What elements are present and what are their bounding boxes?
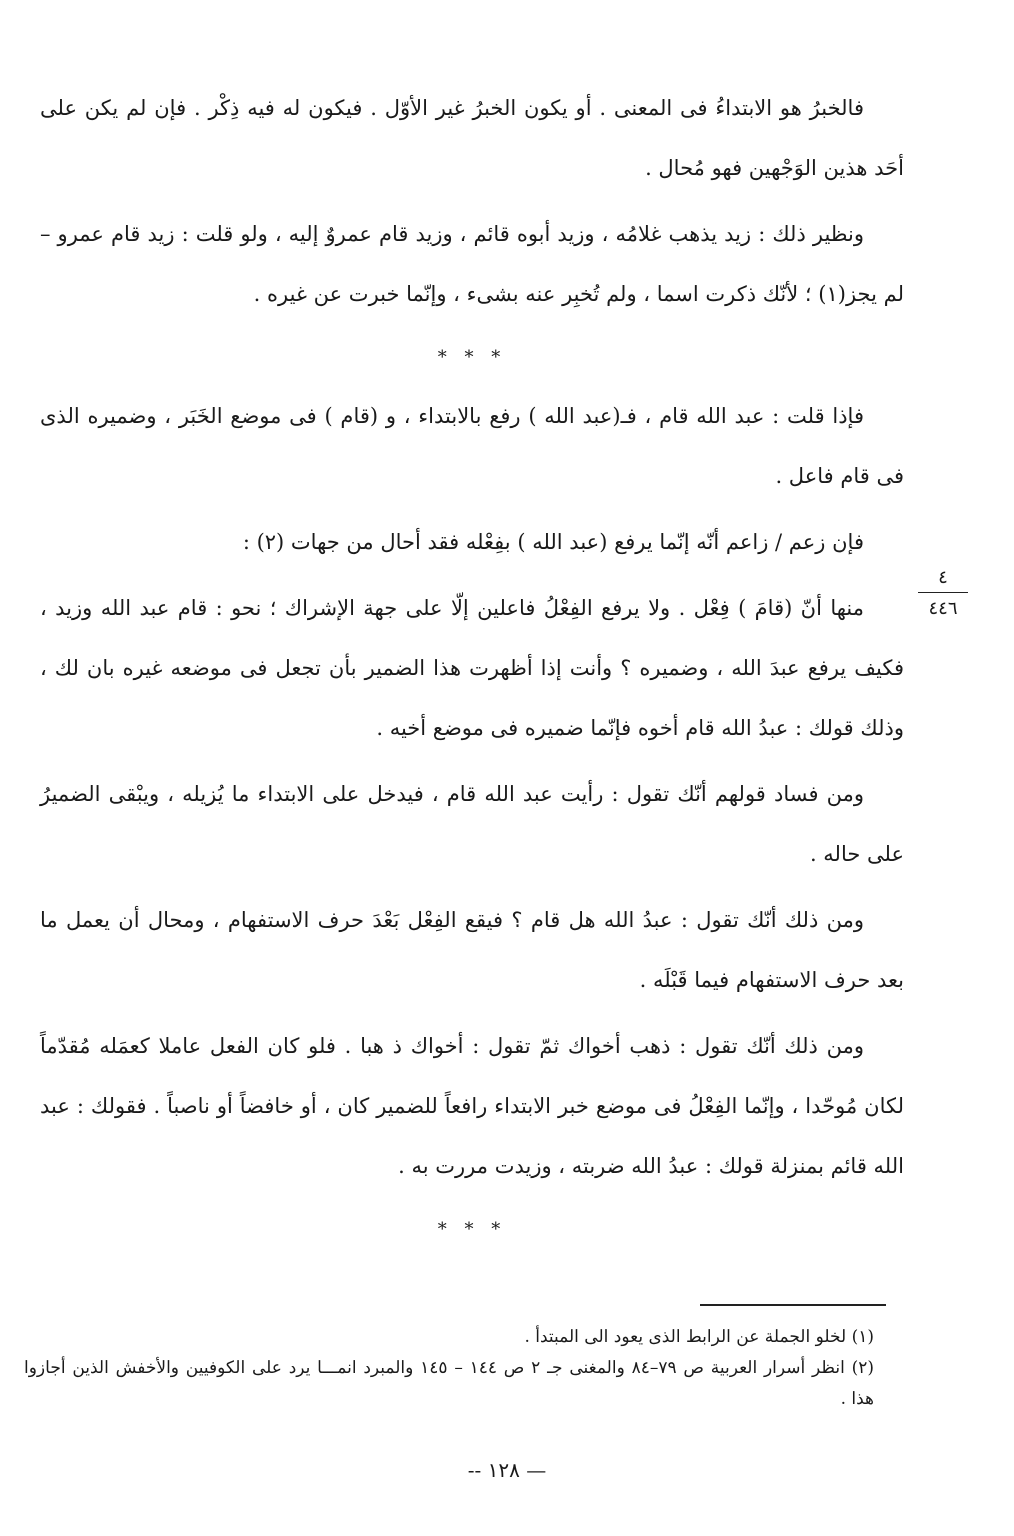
page-number: — ١٢٨ -- (467, 1458, 547, 1482)
footnote-1: (١) لخلو الجملة عن الرابط الذى يعود الى المبتدأ . (524, 1327, 874, 1347)
paragraph-7: ومن ذلك أنّك تقول : عبدُ الله هل قام ؟ فيقع الفِعْل بَعْدَ حرف الاستفهام ، ومحال أن يعمل ما بعد حرف الاستفهام فيما قَبْلَه . (40, 908, 904, 992)
paragraph-8: ومن ذلك أنّك تقول : ذهب أخواك ثمّ تقول : أخواك ذ هبا . فلو كان الفعل عاملا كعمَله مُقدّماً لكان مُوحّدا ، وإنّما الفِعْلُ فى موضع خبر الابتداء رافعاً للضمير كان ، أو خافضاً أو ناصباً . فقولك : عبد الله قائم بمنزلة قولك : عبدُ الله ضربته ، وزيدت مررت به . (40, 1034, 904, 1178)
paragraph-3: فإذا قلت : عبد الله قام ، فـ(عبد الله ) رفع بالابتداء ، و (قام ) فى موضع الخَبَر ، وضميره الذى فى قام فاعل . (40, 404, 904, 488)
section-separator: * * * (437, 347, 507, 368)
paragraph-5: منها أنّ (قامَ ) فِعْل . ولا يرفع الفِعْلُ فاعلين إلّا على جهة الإشراك ؛ نحو : قام عبد الله وزيد ، فكيف يرفع عبدَ الله ، وضميره ؟ وأنت إذا أظهرت هذا الضمير بأن تجعل فى موضعه غيره بان لك ، وذلك قولك : عبدُ الله قام أخوه فإنّما ضميره فى موضع أخيه . (40, 596, 904, 740)
margin-note-bottom: ٤٤٦ (928, 598, 958, 619)
footnotes (24, 1322, 874, 1415)
paragraph-2: ونظير ذلك : زيد يذهب غلامُه ، وزيد أبوه قائم ، وزيد قام عمروٌ إليه ، ولو قلت : زيد قام عمرو – لم يجز(١) ؛ لأنّك ذكرت اسما ، ولم تُخبِر عنه بشىء ، وإنّما خبرت عن غيره . (40, 222, 904, 306)
footnote-rule (700, 1304, 886, 1306)
paragraph-4: فإن زعم / زاعم أنّه إنّما يرفع (عبد الله ) بفِعْله فقد أحال من جهات (٢) : (242, 530, 864, 554)
main-text (40, 78, 904, 1258)
margin-page-reference (918, 568, 968, 619)
section-separator-2: * * * (437, 1219, 507, 1240)
paragraph-1: فالخبرُ هو الابتداءُ فى المعنى . أو يكون الخبرُ غير الأوّل . فيكون له فيه ذِكْر . فإن لم يكن على أحَد هذين الوَجْهين فهو مُحال . (40, 96, 904, 180)
paragraph-6: ومن فساد قولهم أنّك تقول : رأيت عبد الله قام ، فيدخل على الابتداء ما يُزيله ، ويبْقى الضميرُ على حاله . (40, 782, 904, 866)
margin-note-top: ٤ (918, 568, 968, 593)
footnote-2: (٢) انظر أسرار العربية ص ٧٩–٨٤ والمغنى جـ ٢ ص ١٤٤ – ١٤٥ والمبرد انمـــا يرد على الكوفيين والأخفش الذين أجازوا هذا . (24, 1358, 874, 1409)
